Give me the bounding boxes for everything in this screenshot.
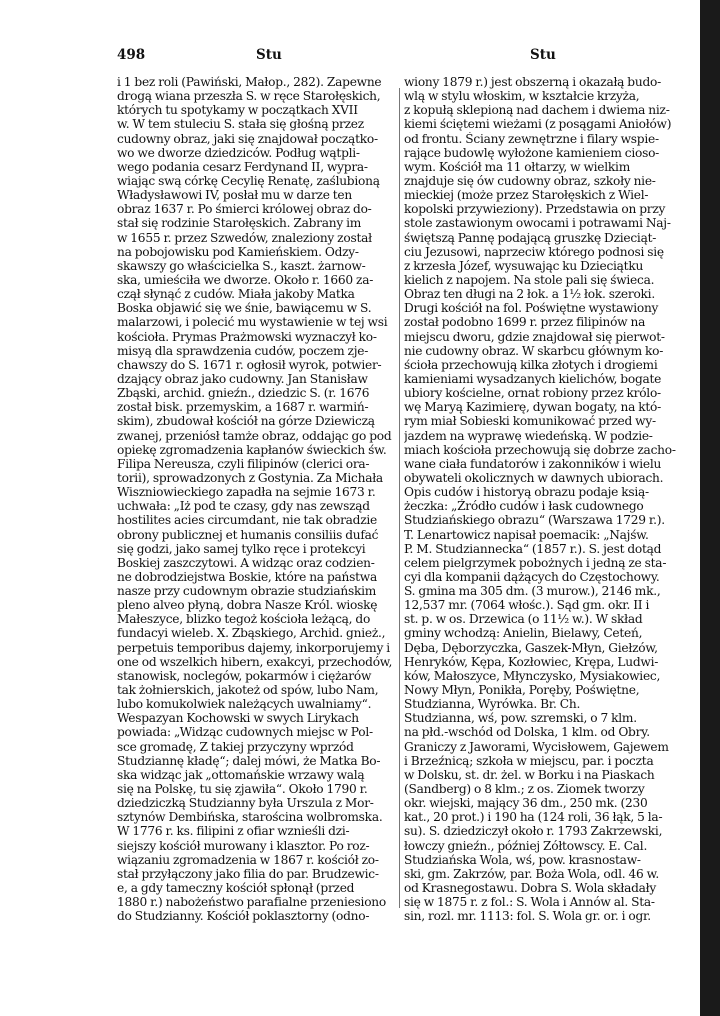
text-line: stał przyłączony jako filia do par. Brudzewic-: [117, 866, 379, 881]
text-line: ubiory kościelne, ornat robiony przez królo-: [404, 386, 661, 401]
text-line: na pobojowisku pod Kamieńskiem. Odzy-: [117, 244, 359, 259]
text-line: miach kościoła przechowują się dobrze zacho-: [404, 442, 676, 457]
text-line: do Studzianny. Kościół poklasztorny (odno-: [117, 909, 370, 924]
text-line: się w 1875 r. z fol.: S. Wola i Annów al. Sta-: [404, 895, 655, 910]
text-line: wego podania cesarz Ferdynand II, wypra-: [117, 159, 368, 174]
text-line: Obraz ten długi na 2 łok. a 1½ łok. szeroki.: [404, 287, 655, 302]
text-line: gminy wchodzą: Anielin, Bielawy, Ceteń,: [404, 626, 643, 641]
text-line: perpetuis temporibus dajemy, inkorporujemy i: [117, 640, 390, 655]
text-line: ne dobrodziejstwa Boskie, które na państwa: [117, 569, 377, 584]
text-line: skim), zbudował kościół na górze Dziewiczą: [117, 414, 375, 429]
text-line: chawszy do S. 1671 r. ogłosił wyrok, potwier-: [117, 357, 382, 372]
text-line: kat., 20 prot.) i 190 ha (124 roli, 36 łąk, 5 la-: [404, 810, 663, 825]
text-line: kamieniami wysadzanych kielichów, bogate: [404, 371, 662, 386]
text-line: sce gromadę, Z takiej przyczyny wprzód: [117, 739, 354, 754]
text-line: T. Lenartowicz napisał poemacik: „Najśw.: [404, 527, 649, 542]
text-line: ska, umieściła we dworze. Około r. 1660 za-: [117, 272, 374, 287]
text-line: Boskiej zaszczytowi. A widząc oraz codzien-: [117, 555, 375, 570]
text-line: ski, gm. Zakrzów, par. Boża Wola, odl. 46 w.: [404, 866, 659, 881]
text-line: mieckiej (może przez Starołęskich z Wiel-: [404, 188, 649, 203]
text-line: obywateli okolicznych w dawnych ubiorach.: [404, 470, 664, 485]
text-line: od Krasnegostawu. Dobra S. Wola składały: [404, 881, 656, 896]
text-line: w Dolsku, st. dr. żel. w Borku i na Piaskach: [404, 767, 655, 782]
text-line: których tu spotykamy w początkach XVII: [117, 103, 358, 118]
text-line: został bisk. przemyskim, a 1687 r. warmiń-: [117, 400, 369, 415]
text-line: cudowny obraz, jaki się znajdował początko-: [117, 131, 378, 146]
text-line: misyą dla sprawdzenia cudów, poczem zje-: [117, 343, 369, 358]
text-line: wym. Kościół ma 11 ołtarzy, w wielkim: [404, 159, 631, 174]
text-line: Nowy Młyn, Ponikła, Poręby, Poświętne,: [404, 683, 640, 698]
text-line: wiązaniu zgromadzenia w 1867 r. kościół zo-: [117, 852, 379, 867]
text-line: cyi dla kompanii dążących do Częstochowy.: [404, 569, 660, 584]
text-line: torii), sprowadzonych z Gostynia. Za Michała: [117, 470, 383, 485]
text-line: Studzianna, Wyrówka. Br. Ch.: [404, 697, 581, 712]
text-line: Dęba, Dęborzyczka, Gaszek-Młyn, Giełzów,: [404, 640, 658, 655]
scan-dark-edge: [700, 0, 720, 1016]
text-line: ciu Jezusowi, naprzeciw którego podnosi się: [404, 244, 664, 259]
text-line: wlą w stylu włoskim, w kształcie krzyża,: [404, 89, 640, 104]
text-line: Studziańska Wola, wś, pow. krasnostaw-: [404, 852, 641, 867]
text-line: Boska objawić się we śnie, bawiącemu w S.: [117, 301, 372, 316]
text-line: wę Maryą Kazimierę, dywan bogaty, na któ-: [404, 400, 661, 415]
text-line: P. M. Studziannecka“ (1857 r.). S. jest dotąd: [404, 541, 662, 556]
text-line: kielich z napojem. Na stole pali się świeca.: [404, 272, 655, 287]
text-line: drogą wiana przeszła S. w ręce Starołęskich,: [117, 89, 381, 104]
left-running-head: Stu: [256, 47, 282, 63]
text-line: dzający obraz jako cudowny. Jan Stanisław: [117, 371, 368, 386]
text-line: obrony publicznej et humanis consiliis dufać: [117, 527, 379, 542]
text-line: stanowisk, noclegów, pokarmów i ciężarów: [117, 668, 372, 683]
text-line: su). S. dziedziczył około r. 1793 Zakrzewski,: [404, 824, 663, 839]
page-number: 498: [117, 47, 146, 63]
text-line: Filipa Nereusza, czyli filipinów (clerici ora-: [117, 456, 370, 471]
text-line: wiając swą córkę Cecylię Renatę, zaślubioną: [117, 173, 380, 188]
text-line: się na Polskę, tu się zjawiła“. Około 1790 r.: [117, 782, 368, 797]
right-text-column: [404, 75, 687, 923]
text-line: od frontu. Ściany zewnętrzne i filary wspie-: [404, 131, 659, 146]
column-divider: [399, 88, 400, 908]
text-line: nasze przy cudownym obrazie studziańskim: [117, 584, 377, 599]
text-line: fundacyi wieleb. X. Zbąskiego, Archid. gnież.,: [117, 626, 386, 641]
text-line: pleno alveo płyną, dobra Nasze Król. wioskę: [117, 598, 378, 613]
text-line: rające budowlę wyłożone kamieniem cioso-: [404, 145, 660, 160]
text-line: kościoła. Prymas Prażmowski wyznaczył ko-: [117, 329, 377, 344]
text-line: świętszą Pannę podającą gruszkę Dzieciąt-: [404, 230, 657, 245]
left-text-column: [117, 75, 400, 923]
text-line: Władysławowi IV, posłał mu w darze ten: [117, 188, 352, 203]
text-line: malarzowi, i polecić mu wystawienie w tej wsi: [117, 315, 388, 330]
text-line: łowczy gnieźn., później Zółtowscy. E. Cal.: [404, 838, 648, 853]
text-line: Graniczy z Jaworami, Wycisłowem, Gajewem: [404, 739, 669, 754]
text-line: jazdem na wyprawę wiedeńską. W podzie-: [404, 428, 653, 443]
text-line: w. W tem stuleciu S. stała się głośną przez: [117, 117, 364, 132]
text-line: sin, rozl. mr. 1113: fol. S. Wola gr. or. i ogr.: [404, 909, 651, 924]
text-line: Studzianna, wś, pow. szremski, o 7 klm.: [404, 711, 637, 726]
text-line: uchwała: „Iż pod te czasy, gdy nas zewsząd: [117, 499, 370, 514]
text-line: miejscu dworu, gdzie znajdował się pierwot-: [404, 329, 665, 344]
text-line: z krzesła Józef, wysuwając ku Dzieciątku: [404, 258, 644, 273]
text-line: opiekę zgromadzenia kapłanów świeckich św.: [117, 442, 387, 457]
text-line: Opis cudów i historyą obrazu podaje ksią-: [404, 485, 649, 500]
text-line: W 1776 r. ks. filipini z ofiar wznieśli dzi-: [117, 824, 350, 839]
text-line: okr. wiejski, mający 36 dm., 250 mk. (230: [404, 796, 648, 811]
text-line: kopolski przywieziony). Przedstawia on przy: [404, 202, 666, 217]
text-line: znajduje się ów cudowny obraz, szkoły nie-: [404, 173, 656, 188]
text-line: czął słynąć z cudów. Miała jakoby Matka: [117, 287, 355, 302]
text-line: w 1655 r. przez Szwedów, znaleziony został: [117, 230, 372, 245]
text-line: hostilites acies circumdant, nie tak obradzie: [117, 513, 378, 528]
text-line: na płd.-wschód od Dolska, 1 klm. od Obry.: [404, 725, 650, 740]
text-line: st. p. w os. Drzewica (o 11½ w.). W skład: [404, 612, 643, 627]
text-line: skawszy go właścicielka S., kaszt. żarnow-: [117, 258, 366, 273]
text-line: nie cudowny obraz. W skarbcu głównym ko-: [404, 343, 664, 358]
text-line: Studziannę kładę“; dalej mówi, że Matka Bo-: [117, 753, 381, 768]
text-line: e, a gdy tameczny kościół spłonął (przed: [117, 881, 355, 896]
text-line: Wiszniowieckiego zapadła na sejmie 1673 r.: [117, 485, 376, 500]
text-line: wo we dworze dziedziców. Podług wątpli-: [117, 145, 360, 160]
text-line: żeczka: „Źródło cudów i łask cudownego: [404, 499, 644, 514]
text-line: rym miał Sobieski komunikować przed wy-: [404, 414, 656, 429]
text-line: obraz 1637 r. Po śmierci królowej obraz do-: [117, 202, 372, 217]
text-line: zwanej, przeniósł tamże obraz, oddając go pod: [117, 428, 392, 443]
text-line: kiemi ściętemi wieżami (z posągami Aniołów): [404, 117, 672, 132]
text-line: lubo komukolwiek należących uwalniamy“.: [117, 697, 372, 712]
text-line: Zbąski, archid. gnieźn., dziedzic S. (r. 1676: [117, 386, 370, 401]
text-line: celem pielgrzymek pobożnych i jedną ze sta-: [404, 555, 667, 570]
text-line: S. gmina ma 305 dm. (3 murow.), 2146 mk.,: [404, 584, 661, 599]
text-line: siejszy kościół murowany i klasztor. Po roz-: [117, 838, 370, 853]
text-line: sztynów Dembińska, starościna wolbromska.: [117, 810, 383, 825]
text-line: ska widząc jak „ottomańskie wrzawy walą: [117, 767, 365, 782]
text-line: one od wszelkich hibern, exakcyi, przechodów,: [117, 654, 393, 669]
text-line: Małeszyce, blizko tegoż kościoła leżącą, do: [117, 612, 371, 627]
text-line: się godzi, jako samej tylko ręce i protekcyi: [117, 541, 366, 556]
text-line: Wespazyan Kochowski w swych Lirykach: [117, 711, 359, 726]
text-line: i 1 bez roli (Pawiński, Małop., 282). Zapewne: [117, 75, 382, 89]
text-line: z kopułą sklepioną nad dachem i dwiema niz-: [404, 103, 670, 118]
text-line: 1880 r.) nabożeństwo parafialne przeniesiono: [117, 895, 386, 910]
text-line: dziedziczką Studzianny była Urszula z Mor-: [117, 796, 374, 811]
text-line: Studziańskiego obrazu“ (Warszawa 1729 r.).: [404, 513, 665, 528]
text-line: ków, Małoszyce, Młynczysko, Mysiakowiec,: [404, 668, 661, 683]
text-line: został podobno 1699 r. przez filipinów na: [404, 315, 646, 330]
text-line: stole zastawionym owocami i potrawami Naj-: [404, 216, 671, 231]
text-line: Henryków, Kępa, Kozłowiec, Krępa, Ludwi-: [404, 654, 659, 669]
text-line: i Brzeźnicą; szkoła w miejscu, par. i poczta: [404, 753, 654, 768]
text-line: 12,537 mr. (7064 włośc.). Sąd gm. okr. II i: [404, 598, 650, 613]
right-running-head: Stu: [530, 47, 556, 63]
text-line: tak żołnierskich, jakoteż od spów, lubo Nam,: [117, 683, 379, 698]
text-line: wiony 1879 r.) jest obszerną i okazałą budo-: [404, 75, 661, 89]
text-line: ścioła przechowują kilka złotych i drogiemi: [404, 357, 658, 372]
text-line: powiada: „Widząc cudownych miejsc w Pol-: [117, 725, 373, 740]
text-line: wane ciała fundatorów i zakonników i wielu: [404, 456, 662, 471]
text-line: stał się rodzinie Starołęskich. Zabrany im: [117, 216, 362, 231]
text-line: (Sandberg) o 8 klm.; z os. Ziomek tworzy: [404, 782, 645, 797]
text-line: Drugi kościół na fol. Poświętne wystawiony: [404, 301, 659, 316]
